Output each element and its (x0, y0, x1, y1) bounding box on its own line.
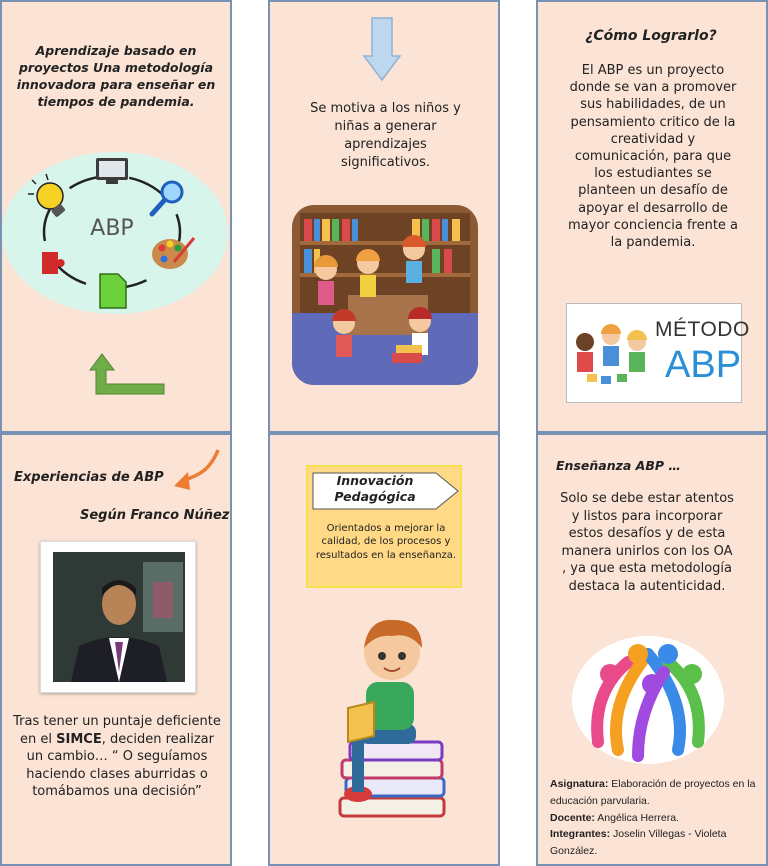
magnifier-icon (152, 182, 182, 214)
down-arrow-icon (362, 16, 402, 82)
experience-quote (10, 713, 224, 801)
metodo-abp-logo (566, 303, 750, 403)
innovation-text: Orientados a mejorar la calidad, de los procesos y resultados en la enseñanza. (315, 523, 457, 561)
children-group-icon (571, 322, 653, 392)
author-photo (40, 541, 196, 693)
innovation-callout (306, 465, 462, 588)
motivation-text: Se motiva a los niños y niñas a generar aprendizajes significativos. (310, 101, 461, 170)
how-to-body: El ABP es un proyecto donde se van a promover sus habilidades, de un pensamiento critico de la creatividad y comunicación, para que los estudiantes se planteen un desafío de apoyar el desarrollo de mayor conciencia frente a la pandemia. (568, 63, 739, 251)
brochure-title: Aprendizaje basado en proyectos Una metodología innovadora para enseñar en tiempos de pandemia. (16, 43, 216, 109)
docente-label: Docente: (550, 811, 595, 824)
teaching-body: Solo se debe estar atentos y listos para incorporar estos desafíos y de esta manera unirlos con los OA , ya que esta metodología destaca la autenticidad. (560, 491, 734, 594)
author-name: Según Franco Núñez (80, 508, 230, 523)
docente-value: Angélica Herrera. (594, 811, 679, 824)
abp-logo-label: ABP (665, 344, 742, 386)
quote-part-2: , deciden realizar un cambio… “ O seguíamos haciendo clases aburridas o tomábamos una decisión” (26, 731, 214, 799)
abp-diagram-label: ABP (90, 216, 134, 241)
course-info (550, 776, 762, 860)
experiences-title: Experiencias de ABP (14, 470, 164, 485)
innovation-tag-label: Innovación Pedagógica (334, 473, 416, 504)
quote-part-1: Tras tener un puntaje deficiente en el (13, 714, 221, 747)
asignatura-value: Elaboración de proyectos en la educación parvularia. (550, 778, 756, 807)
orange-curved-arrow-icon (170, 446, 224, 498)
integrantes-label: Integrantes: (550, 828, 611, 841)
monitor-icon (96, 158, 128, 184)
teamwork-circle-image (568, 632, 728, 772)
palette-icon (152, 238, 194, 269)
asignatura-label: Asignatura: (550, 778, 609, 790)
green-curved-arrow-icon (86, 352, 170, 398)
how-to-title: ¿Cómo Lograrlo? (585, 28, 717, 44)
children-reading-image (292, 205, 478, 385)
boy-reading-illustration (330, 612, 450, 838)
metodo-label: MÉTODO (655, 318, 750, 341)
simce-label: SIMCE (56, 731, 102, 747)
integrantes-value: Joselin Villegas - Violeta González. (550, 828, 727, 858)
document-icon (100, 274, 126, 308)
lightbulb-icon (28, 174, 66, 218)
teaching-title: Enseñanza ABP … (556, 458, 681, 473)
